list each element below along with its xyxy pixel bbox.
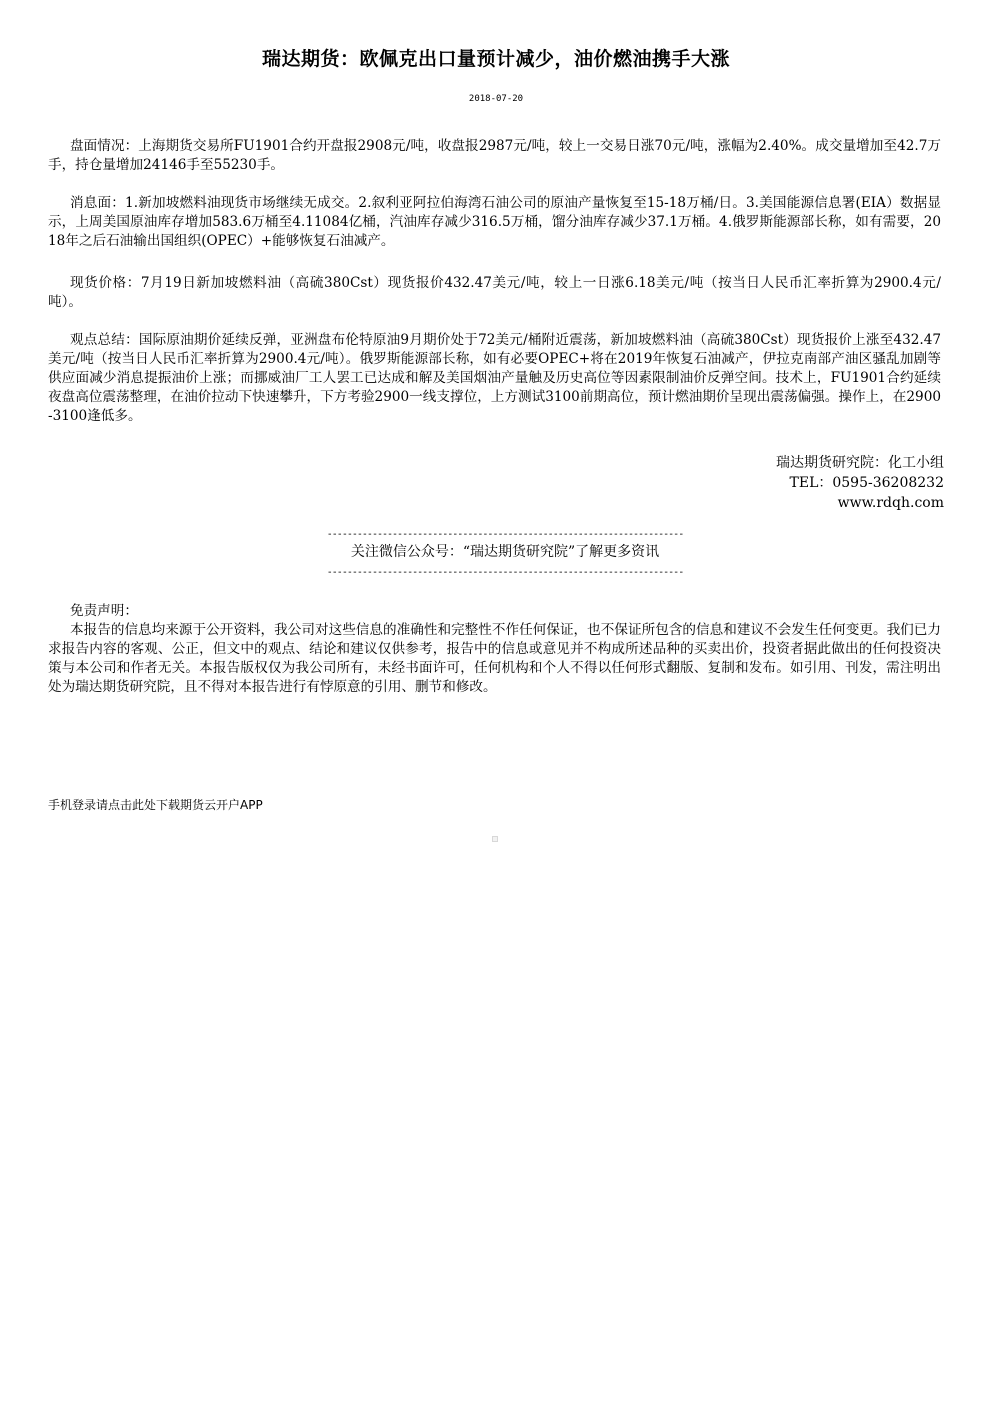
wechat-promo: 关注微信公众号：“瑞达期货研究院”了解更多资讯: [350, 544, 660, 560]
paragraph-summary: 观点总结：国际原油期价延续反弹，亚洲盘布伦特原油9月期价处于72美元/桶附近震荡，新加坡燃料油（高硫380Cst）现货报价上涨至432.47美元/吨（按当日人民币汇率折算为2900.4元/吨）。俄罗斯能源部长称，如有必要OPEC+将在2019年恢复石油减产，伊拉克南部产油区骚乱加剧等供应面减少消息提振油价上涨；而挪威油厂工人罢工已达成和解及美国烟油产量触及历史高位等因素限制油价反弹空间。技术上，FU1901合约延续夜盘高位震荡整理，在油价拉动下快速攀升，下方考验2900一线支撑位，上方测试3100前期高位，预计燃油期价呈现出震荡偏强。操作上，在2900-3100逢低多。: [48, 332, 941, 424]
disclaimer-title: 免责声明：: [70, 603, 138, 619]
article-title: 瑞达期货：欧佩克出口量预计减少，油价燃油携手大涨: [261, 48, 730, 70]
paragraph-market: 盘面情况：上海期货交易所FU1901合约开盘报2908元/吨，收盘报2987元/吨，较上一交易日涨70元/吨，涨幅为2.40%。成交量增加至42.7万手，持仓量增加24146手至55230手。: [48, 138, 941, 173]
paragraph-news: 消息面：1.新加坡燃料油现货市场继续无成交。2.叙利亚阿拉伯海湾石油公司的原油产量恢复至15-18万桶/日。3.美国能源信息署(EIA）数据显示，上周美国原油库存增加583.6万桶至4.11084亿桶，汽油库存减少316.5万桶，馏分油库存减少37.1万桶。4.俄罗斯能源部长称，如有需要，2018年之后石油输出国组织(OPEC）+能够恢复石油减产。: [48, 195, 941, 249]
divider-bottom: -----------------------------------------------------------------------: [326, 567, 684, 578]
divider-top: -----------------------------------------------------------------------: [326, 529, 684, 540]
download-app-link[interactable]: 手机登录请点击此处下载期货云开户APP: [48, 798, 263, 812]
disclaimer-section: [48, 602, 941, 697]
signature-block: [776, 453, 944, 513]
article-body: [48, 137, 941, 426]
article-date: 2018-07-20: [468, 94, 524, 104]
tracking-pixel-icon: [492, 836, 498, 842]
signature-tel: TEL：0595-36208232: [789, 475, 944, 491]
signature-org: 瑞达期货研究院：化工小组: [776, 455, 944, 471]
paragraph-spot-price: 现货价格：7月19日新加坡燃料油（高硫380Cst）现货报价432.47美元/吨，较上一日涨6.18美元/吨（按当日人民币汇率折算为2900.4元/吨）。: [48, 275, 941, 310]
signature-website: www.rdqh.com: [837, 495, 944, 511]
disclaimer-body: 本报告的信息均来源于公开资料，我公司对这些信息的准确性和完整性不作任何保证，也不保证所包含的信息和建议不会发生任何变更。我们已力求报告内容的客观、公正，但文中的观点、结论和建议仅供参考，报告中的信息或意见并不构成所述品种的买卖出价，投资者据此做出的任何投资决策与本公司和作者无关。本报告版权仅为我公司所有，未经书面许可，任何机构和个人不得以任何形式翻版、复制和发布。如引用、刊发，需注明出处为瑞达期货研究院，且不得对本报告进行有悖原意的引用、删节和修改。: [48, 622, 941, 695]
